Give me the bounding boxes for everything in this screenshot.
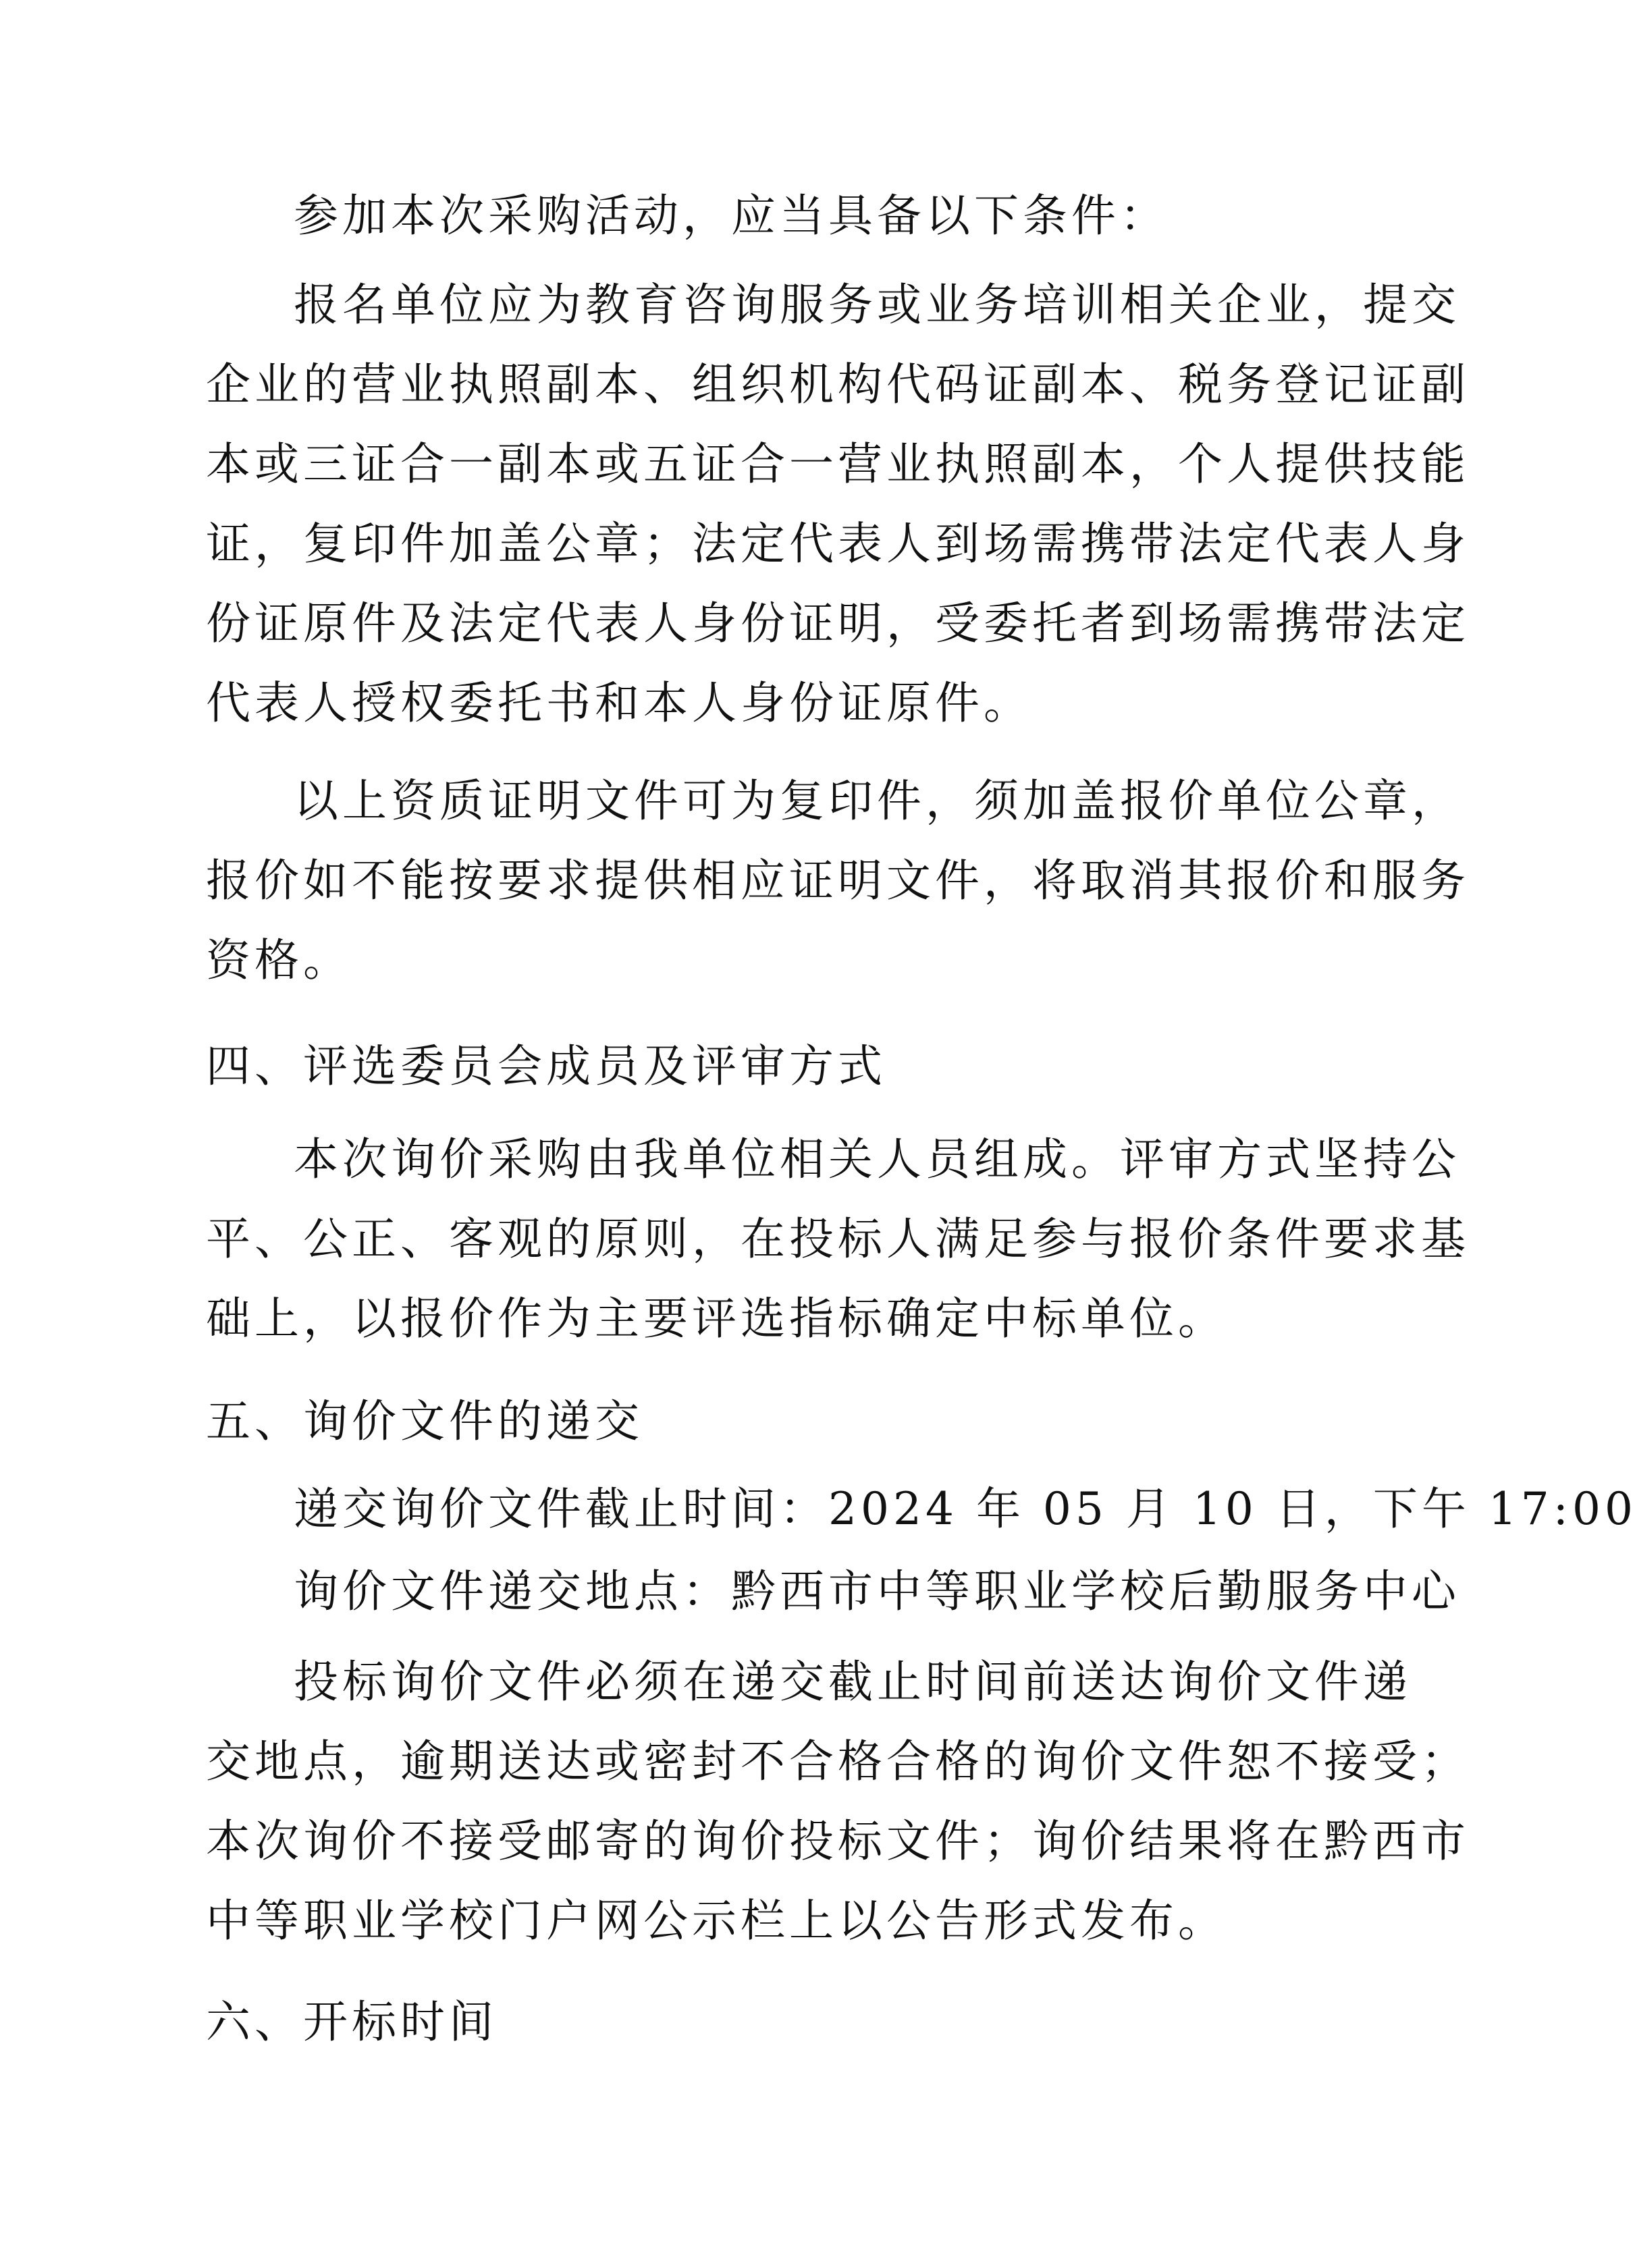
paragraph-line: 报价如不能按要求提供相应证明文件，将取消其报价和服务 bbox=[206, 855, 1470, 907]
deadline-line: 递交询价文件截止时间：2024 年 05 月 10 日，下午 17:00 bbox=[294, 1483, 1637, 1535]
paragraph-line: 证，复印件加盖公章；法定代表人到场需携带法定代表人身 bbox=[206, 518, 1470, 570]
paragraph-line: 代表人授权委托书和本人身份证原件。 bbox=[206, 677, 1032, 729]
paragraph-line: 份证原件及法定代表人身份证明，受委托者到场需携带法定 bbox=[206, 597, 1470, 649]
paragraph-line: 企业的营业执照副本、组织机构代码证副本、税务登记证副 bbox=[206, 358, 1470, 410]
section-heading-6: 六、开标时间 bbox=[206, 1996, 498, 2048]
section-heading-5: 五、询价文件的递交 bbox=[206, 1395, 643, 1447]
location-line: 询价文件递交地点：黔西市中等职业学校后勤服务中心 bbox=[294, 1565, 1460, 1617]
paragraph-line: 平、公正、客观的原则，在投标人满足参与报价条件要求基 bbox=[206, 1213, 1470, 1265]
section-heading-4: 四、评选委员会成员及评审方式 bbox=[206, 1040, 886, 1092]
paragraph-line: 本次询价采购由我单位相关人员组成。评审方式坚持公 bbox=[294, 1133, 1460, 1185]
paragraph-line: 交地点，逾期送达或密封不合格合格的询价文件恕不接受； bbox=[206, 1735, 1470, 1787]
paragraph-line: 以上资质证明文件可为复印件，须加盖报价单位公章， bbox=[294, 775, 1460, 827]
paragraph-line: 投标询价文件必须在递交截止时间前送达询价文件递 bbox=[294, 1656, 1412, 1708]
paragraph-line: 本次询价不接受邮寄的询价投标文件；询价结果将在黔西市 bbox=[206, 1815, 1470, 1867]
paragraph-line: 参加本次采购活动，应当具备以下条件： bbox=[294, 190, 1169, 242]
paragraph-line: 本或三证合一副本或五证合一营业执照副本，个人提供技能 bbox=[206, 438, 1470, 490]
paragraph-line: 资格。 bbox=[206, 934, 352, 986]
paragraph-line: 础上，以报价作为主要评选指标确定中标单位。 bbox=[206, 1293, 1227, 1345]
paragraph-line: 报名单位应为教育咨询服务或业务培训相关企业，提交 bbox=[294, 279, 1460, 331]
paragraph-line: 中等职业学校门户网公示栏上以公告形式发布。 bbox=[206, 1895, 1227, 1947]
